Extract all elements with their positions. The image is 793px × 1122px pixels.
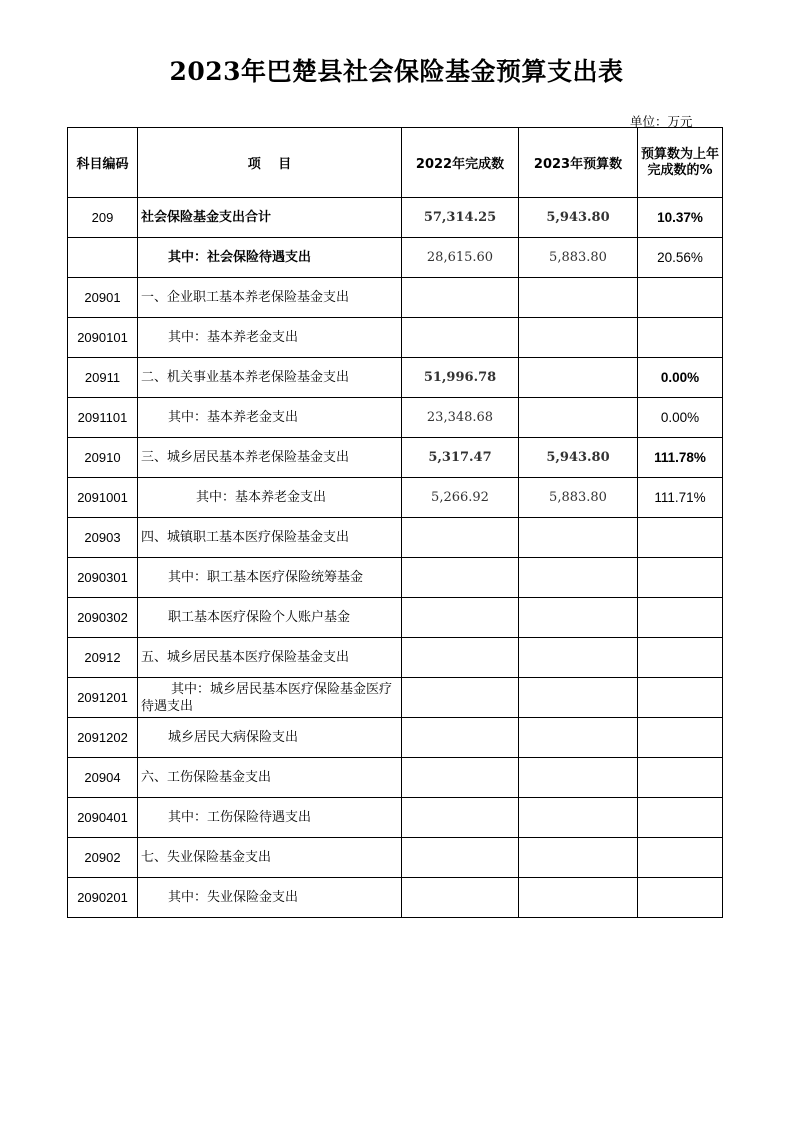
row-name: 四、城镇职工基本医疗保险基金支出 xyxy=(138,518,402,558)
table-row xyxy=(68,398,723,438)
row-name: 其中：社会保险待遇支出 xyxy=(138,238,402,278)
row-budget xyxy=(519,678,638,718)
table-row xyxy=(68,638,723,678)
row-budget xyxy=(519,758,638,798)
row-done xyxy=(402,758,519,798)
unit-label: 单位：万元 xyxy=(630,114,693,129)
row-name: 城乡居民大病保险支出 xyxy=(138,718,402,758)
row-done: 23,348.68 xyxy=(402,398,519,438)
row-name: 其中：失业保险金支出 xyxy=(138,878,402,918)
row-ratio xyxy=(638,718,723,758)
row-budget xyxy=(519,598,638,638)
row-ratio xyxy=(638,278,723,318)
row-done xyxy=(402,518,519,558)
row-name: 三、城乡居民基本养老保险基金支出 xyxy=(138,438,402,478)
row-budget: 5,883.80 xyxy=(519,478,638,518)
row-budget: 5,943.80 xyxy=(519,438,638,478)
row-done xyxy=(402,318,519,358)
row-done: 5,317.47 xyxy=(402,438,519,478)
table-row xyxy=(68,878,723,918)
row-ratio: 0.00% xyxy=(638,398,723,438)
row-name: 七、失业保险基金支出 xyxy=(138,838,402,878)
row-budget xyxy=(519,798,638,838)
table-row xyxy=(68,278,723,318)
row-code: 20901 xyxy=(68,278,138,318)
row-budget xyxy=(519,278,638,318)
row-ratio xyxy=(638,318,723,358)
table-row xyxy=(68,598,723,638)
header-code: 科目编码 xyxy=(68,128,138,198)
row-budget xyxy=(519,358,638,398)
table-row xyxy=(68,838,723,878)
table-row xyxy=(68,438,723,478)
row-done xyxy=(402,798,519,838)
row-done xyxy=(402,878,519,918)
table-row xyxy=(68,518,723,558)
row-done: 5,266.92 xyxy=(402,478,519,518)
table-row xyxy=(68,358,723,398)
row-budget xyxy=(519,638,638,678)
row-name: 其中：基本养老金支出 xyxy=(138,398,402,438)
table-row xyxy=(68,758,723,798)
row-code: 209 xyxy=(68,198,138,238)
row-ratio: 111.78% xyxy=(638,438,723,478)
row-name: 社会保险基金支出合计 xyxy=(138,198,402,238)
row-name: 一、企业职工基本养老保险基金支出 xyxy=(138,278,402,318)
row-code: 20902 xyxy=(68,838,138,878)
row-ratio xyxy=(638,758,723,798)
row-code: 2090302 xyxy=(68,598,138,638)
row-name: 六、工伤保险基金支出 xyxy=(138,758,402,798)
row-code: 2091001 xyxy=(68,478,138,518)
row-code: 2090101 xyxy=(68,318,138,358)
row-code: 20903 xyxy=(68,518,138,558)
row-name: 其中：工伤保险待遇支出 xyxy=(138,798,402,838)
row-done: 51,996.78 xyxy=(402,358,519,398)
row-ratio xyxy=(638,518,723,558)
row-code: 2090301 xyxy=(68,558,138,598)
table-row xyxy=(68,318,723,358)
header-done-2022: 2022年完成数 xyxy=(402,128,519,198)
row-ratio xyxy=(638,838,723,878)
row-code: 20911 xyxy=(68,358,138,398)
row-name: 五、城乡居民基本医疗保险基金支出 xyxy=(138,638,402,678)
row-code: 2091201 xyxy=(68,678,138,718)
row-done xyxy=(402,278,519,318)
row-budget xyxy=(519,518,638,558)
row-budget xyxy=(519,398,638,438)
table-row xyxy=(68,478,723,518)
table-row xyxy=(68,798,723,838)
table-row xyxy=(68,558,723,598)
row-name: 其中：职工基本医疗保险统筹基金 xyxy=(138,558,402,598)
row-budget xyxy=(519,878,638,918)
row-name: 职工基本医疗保险个人账户基金 xyxy=(138,598,402,638)
table-row xyxy=(68,198,723,238)
row-done: 28,615.60 xyxy=(402,238,519,278)
row-ratio xyxy=(638,798,723,838)
row-ratio: 0.00% xyxy=(638,358,723,398)
header-budget-2023: 2023年预算数 xyxy=(519,128,638,198)
row-ratio xyxy=(638,558,723,598)
row-code: 20910 xyxy=(68,438,138,478)
row-ratio: 111.71% xyxy=(638,478,723,518)
row-ratio: 20.56% xyxy=(638,238,723,278)
table-row xyxy=(68,718,723,758)
row-ratio xyxy=(638,598,723,638)
row-name: 其中：基本养老金支出 xyxy=(138,478,402,518)
header-row xyxy=(68,128,723,198)
row-ratio xyxy=(638,678,723,718)
row-code: 20904 xyxy=(68,758,138,798)
table-row xyxy=(68,238,723,278)
row-done xyxy=(402,638,519,678)
row-code: 2091202 xyxy=(68,718,138,758)
row-name: 二、机关事业基本养老保险基金支出 xyxy=(138,358,402,398)
row-name: 其中：基本养老金支出 xyxy=(138,318,402,358)
header-ratio: 预算数为上年完成数的% xyxy=(638,128,723,198)
table-row xyxy=(68,678,723,718)
budget-table xyxy=(67,127,723,918)
row-ratio: 10.37% xyxy=(638,198,723,238)
row-ratio xyxy=(638,638,723,678)
row-done xyxy=(402,598,519,638)
row-budget: 5,883.80 xyxy=(519,238,638,278)
row-done: 57,314.25 xyxy=(402,198,519,238)
row-done xyxy=(402,718,519,758)
row-budget xyxy=(519,718,638,758)
row-budget xyxy=(519,318,638,358)
row-budget xyxy=(519,558,638,598)
row-done xyxy=(402,838,519,878)
row-code: 2090401 xyxy=(68,798,138,838)
row-code: 2091101 xyxy=(68,398,138,438)
row-done xyxy=(402,558,519,598)
page-title: 2023年巴楚县社会保险基金预算支出表 xyxy=(169,57,624,86)
row-ratio xyxy=(638,878,723,918)
row-code: 20912 xyxy=(68,638,138,678)
row-budget: 5,943.80 xyxy=(519,198,638,238)
header-item: 项 目 xyxy=(138,128,402,198)
row-name: 其中：城乡居民基本医疗保险基金医疗待遇支出 xyxy=(138,678,402,718)
row-done xyxy=(402,678,519,718)
row-budget xyxy=(519,838,638,878)
row-code xyxy=(68,238,138,278)
row-code: 2090201 xyxy=(68,878,138,918)
